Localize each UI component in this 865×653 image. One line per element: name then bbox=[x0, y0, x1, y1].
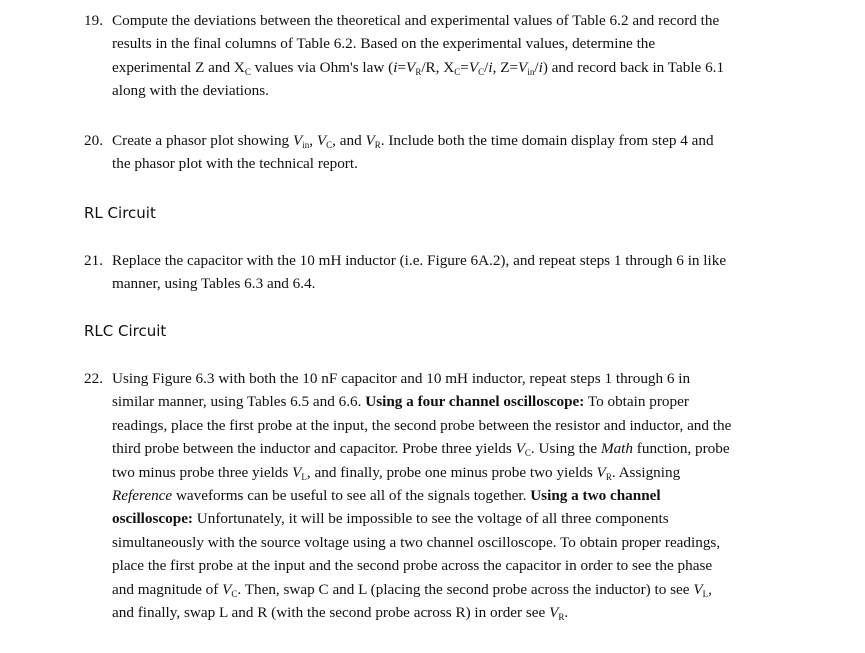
step-22-line-10: and magnitude of $V_C$. Then, swap C and L (placing the second probe across the inductor) to see $V_L$, bbox=[112, 580, 712, 599]
step-22-line-8: simultaneously with the source voltage using a two channel oscilloscope. To obtain proper readings, bbox=[112, 533, 721, 551]
section-heading-rlc: RLC Circuit bbox=[84, 322, 167, 340]
step-20-line-1: Create a phasor plot showing $V_{in}$, $V_C$, and $V_R$. Include both the time domain display from step 4 and bbox=[112, 132, 714, 150]
step-19-line-3: experimental Z and $X_C$ values via Ohm's law ($i=V_R/R$, $X_C=V_C/i$, $Z=V_{in}/i$) and record back in Table 6.1 bbox=[112, 58, 725, 77]
section-heading-rl: RL Circuit bbox=[84, 204, 156, 222]
step-22-line-11: and finally, swap L and R (with the second probe across R) in order see $V_R$. bbox=[112, 604, 569, 623]
step-number: 20. bbox=[84, 132, 103, 149]
step-22-line-9: place the first probe at the input and the second probe across the capacitor in order to see the phase bbox=[112, 557, 713, 575]
step-number: 22. bbox=[84, 370, 103, 387]
step-22-line-1: Using Figure 6.3 with both the 10 nF capacitor and 10 mH inductor, repeat steps 1 through 6 in bbox=[112, 370, 691, 387]
step-20-line-2: the phasor plot with the technical report. bbox=[112, 155, 358, 173]
step-19 bbox=[84, 9, 799, 103]
step-19-line-2: results in the final columns of Table 6.2. Based on the experimental values, determine the bbox=[112, 35, 656, 53]
step-20 bbox=[84, 129, 799, 176]
step-22-line-4: third probe between the inductor and capacitor. Probe three yields $V_C$. Using the Math function, probe bbox=[112, 440, 730, 459]
step-21-line-1: Replace the capacitor with the 10 mH inductor (i.e. Figure 6A.2), and repeat steps 1 through 6 in like bbox=[112, 252, 727, 269]
step-22-line-3: readings, place the first probe at the input, the second probe between the resistor and inductor, and the bbox=[112, 416, 732, 434]
step-21 bbox=[84, 249, 799, 296]
step-22 bbox=[84, 367, 799, 624]
step-22-line-7: oscilloscope: Unfortunately, it will be impossible to see the voltage of all three components bbox=[112, 510, 669, 528]
step-19-line-1: Compute the deviations between the theoretical and experimental values of Table 6.2 and record the bbox=[112, 12, 720, 29]
step-22-line-6: Reference waveforms can be useful to see all of the signals together. Using a two channel bbox=[112, 487, 661, 505]
step-22-line-2: similar manner, using Tables 6.5 and 6.6. Using a four channel oscilloscope: To obtain proper bbox=[112, 393, 689, 411]
step-21-line-2: manner, using Tables 6.3 and 6.4. bbox=[112, 275, 316, 293]
step-number: 19. bbox=[84, 12, 103, 29]
step-number: 21. bbox=[84, 252, 103, 269]
step-22-line-5: two minus probe three yields $V_L$, and finally, probe one minus probe two yields $V_R$. Assigning bbox=[112, 463, 681, 482]
step-19-line-4: along with the deviations. bbox=[112, 82, 269, 100]
